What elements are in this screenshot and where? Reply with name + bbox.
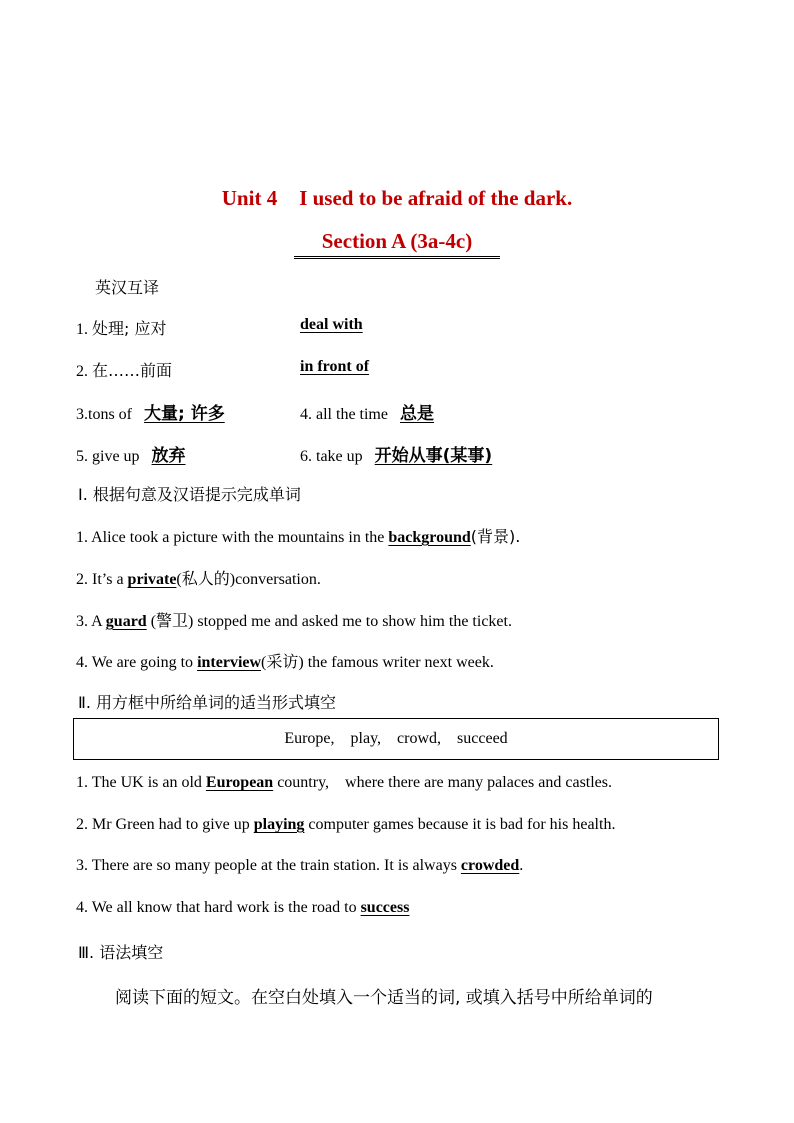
- box-word: Europe,: [284, 730, 335, 747]
- box-word: crowd,: [397, 730, 442, 747]
- part2-answer: crowded: [460, 857, 520, 874]
- vocab-item-5: 5. give up 放弃: [76, 446, 186, 466]
- box-word: succeed: [457, 730, 508, 747]
- part2-answer: success: [360, 899, 410, 916]
- vocab-item-4: 4. all the time 总是: [300, 404, 434, 424]
- vocab-answer-2: in front of: [300, 358, 370, 375]
- vocab-item-3: 3.tons of 大量; 许多: [76, 404, 225, 424]
- part1-answer: interview: [197, 654, 262, 671]
- part1-answer: background: [388, 529, 471, 546]
- part2-answer: European: [205, 774, 274, 791]
- vocab-prompt: all the time: [316, 406, 388, 423]
- vocab-answer-6: 开始从事(某事): [374, 446, 493, 466]
- vocab-item-1: 1. 处理; 应对: [76, 319, 167, 338]
- part1-item-3: 3. A guard (警卫) stopped me and asked me to show him the ticket.: [76, 613, 512, 630]
- vocab-item-6: 6. take up 开始从事(某事): [300, 446, 493, 466]
- part1-item-4: 4. We are going to interview(采访) the famous writer next week.: [76, 654, 494, 671]
- part2-heading: Ⅱ. 用方框中所给单词的适当形式填空: [78, 693, 337, 712]
- vocab-answer-1: deal with: [300, 316, 363, 333]
- vocab-prompt: take up: [316, 448, 363, 465]
- part1-item-1: 1. Alice took a picture with the mountains in the background(背景).: [76, 527, 521, 546]
- section-label: Section A (3a-4c): [294, 229, 500, 259]
- vocab-heading: 英汉互译: [95, 278, 160, 297]
- vocab-prompt: 处理; 应对: [92, 319, 167, 338]
- vocab-prompt: tons of: [88, 406, 132, 423]
- vocab-answer-3: 大量; 许多: [144, 404, 225, 424]
- vocab-answer-5: 放弃: [151, 446, 186, 466]
- unit-number: Unit 4: [221, 186, 278, 210]
- vocab-item-2: 2. 在……前面: [76, 361, 173, 380]
- vocab-prompt: 在……前面: [92, 361, 173, 380]
- part2-item-4: 4. We all know that hard work is the road to success: [76, 899, 410, 916]
- unit-title: [0, 186, 794, 211]
- box-word: play,: [350, 730, 382, 747]
- part1-heading: Ⅰ. 根据句意及汉语提示完成单词: [78, 485, 301, 504]
- section-title: [0, 229, 794, 259]
- part3-instruction: 阅读下面的短文。在空白处填入一个适当的词, 或填入括号中所给单词的: [115, 988, 653, 1008]
- part3-heading: Ⅲ. 语法填空: [78, 943, 164, 962]
- unit-sentence: I used to be afraid of the dark.: [299, 186, 573, 210]
- word-box: [73, 718, 719, 760]
- vocab-answer-4: 总是: [399, 404, 434, 424]
- part1-item-2: 2. It’s a private(私人的)conversation.: [76, 571, 321, 588]
- part1-answer: guard: [105, 613, 147, 630]
- part2-item-1: 1. The UK is an old European country, where there are many palaces and castles.: [76, 774, 613, 791]
- part1-answer: private: [127, 571, 177, 588]
- part2-item-3: 3. There are so many people at the train station. It is always crowded.: [76, 857, 524, 874]
- vocab-prompt: give up: [92, 448, 140, 465]
- part2-answer: playing: [253, 816, 305, 833]
- part2-item-2: 2. Mr Green had to give up playing computer games because it is bad for his health.: [76, 816, 616, 833]
